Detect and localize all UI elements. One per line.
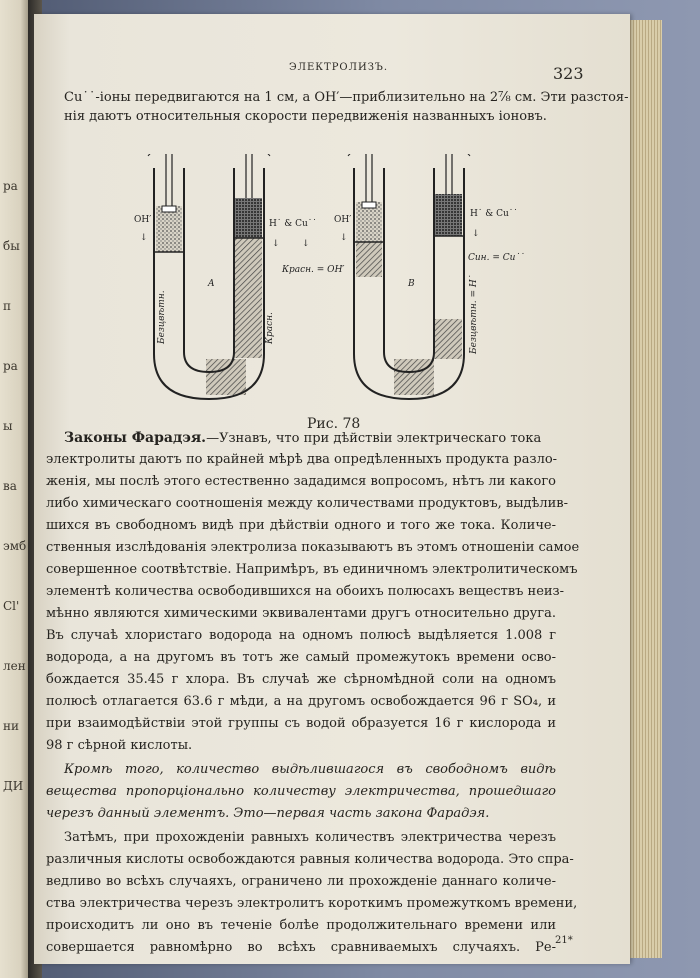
text-line: различныя кислоты освобождаются равныя количества водорода. Это спра- [46,852,574,867]
text-line: вещества пропорціонально количеству электричества, прошедшаго [46,784,556,799]
label-red-oh: Красн. = OH′ [282,265,345,275]
text-line: ства электричества черезъ электролитъ короткимъ промежуткомъ времени, [46,896,578,911]
page-number: 323 [553,64,584,83]
prev-page-fragment: ы [3,419,13,433]
text-line: Затѣмъ, при прохожденіи равныхъ количествъ электричества черезъ [64,830,556,845]
text-line: ственныя изслѣдованія электролиза показываютъ въ этомъ отношеніи самое [46,540,580,555]
tube-letter-b: B [408,279,415,289]
text-line: мѣнно являются химическими эквивалентами другъ относительно друга. [46,606,556,621]
text-line [64,430,554,446]
tube-a [134,154,317,399]
arrow-down-icon: ↓ [272,239,280,249]
arrow-down-icon: ↓ [340,233,348,243]
arrow-down-icon: ↓ [302,239,310,249]
text-line: совершенное соотвѣтствіе. Напримѣръ, въ единичномъ электролитическомъ [46,562,578,577]
text-line: Кромѣ того, количество выдѣлившагося въ свободномъ видѣ [64,762,556,777]
prev-page-fragment: лен [3,659,26,673]
text-line: либо химическаго соотношенія между количествами продуктовъ, выдѣлив- [46,496,569,511]
text-line: при взаимодѣйствіи этой группы съ водой образуется 16 г кислорода и [46,716,556,731]
text-line: бождается 35.45 г хлора. Въ случаѣ же сѣрномѣдной соли на одномъ [46,672,556,687]
side-label-colorless: Безцвѣтн. [157,290,167,344]
prev-page-fragment: ра [3,359,18,373]
tube-letter-a: A [208,279,215,289]
text-line: женія, мы послѣ этого естественно зададимся вопросомъ, нѣтъ ли какого [46,474,556,489]
prev-page-fragment: ни [3,719,19,733]
text-line: совершается равномѣрно во всѣхъ сравниваемыхъ случаяхъ. Ре- [46,940,556,955]
text-line: нія даютъ относительныя скорости передвиженія названныхъ іоновъ. [64,109,547,124]
u-tube-figure [134,154,534,414]
label-oh: OH′ [134,215,152,225]
prev-page-fragment: бы [3,239,20,253]
arrow-down-icon: ↓ [140,233,148,243]
label-oh: OH′ [334,215,352,225]
text-line: шихся въ свободномъ видѣ при дѣйствіи одного и того же тока. Количе- [46,518,556,533]
text-line: водорода, а на другомъ въ тотъ же самый промежутокъ времени осво- [46,650,556,665]
prev-page-fragment: ДИ [3,779,24,793]
label-h-cu: H˙ & Cu˙˙ [269,219,317,229]
text-line: 98 г сѣрной кислоты. [46,738,193,753]
section-heading: Законы Фарадэя. [64,430,207,446]
text-line: полюсѣ отлагается 63.6 г мѣди, а на другомъ освобождается 96 г SO₄, и [46,694,556,709]
text-line: черезъ данный элементъ. Это—первая часть закона Фарадэя. [46,806,490,821]
running-head: ЭЛЕКТРОЛИЗЪ. [289,62,389,73]
text-line: электролиты даютъ по крайней мѣрѣ два опредѣленныхъ продукта разло- [46,452,558,467]
text-line: Въ случаѣ хлористаго водорода на одномъ полюсѣ выдѣляется 1.008 г [46,628,556,643]
side-label-red: Красн. [265,312,275,344]
prev-page-fragment: ра [3,179,18,193]
text-line: элементѣ количества освободившихся на обоихъ полюсахъ веществъ неиз- [46,584,565,599]
prev-page-fragment: Cl' [3,599,20,613]
label-blue-cu: Син. = Cu˙˙ [468,253,525,263]
label-h-cu: H˙ & Cu˙˙ [470,209,518,219]
text-span: —Узнавъ, что при дѣйствіи электрическаго тока [206,431,542,446]
tube-b [281,154,524,399]
text-line: Cu˙˙-іоны передвигаются на 1 см, а OH′—приблизительно на 2⅞ см. Эти разстоя- [64,90,629,105]
side-label-colorless-h: Безцвѣтн. = H˙ [469,274,479,354]
arrow-down-icon: ↓ [472,229,480,239]
signature-mark: 21* [555,935,573,946]
prev-page-fragment: ва [3,479,17,493]
figure-caption: Рис. 78 [307,416,361,432]
text-line: происходитъ ли оно въ теченіе болѣе продолжительнаго времени или [46,918,556,933]
book-page [34,14,630,964]
text-line: ведливо во всѣхъ случаяхъ, ограничено ли прохожденіе даннаго количе- [46,874,556,889]
prev-page-fragment: п [3,299,11,313]
prev-page-fragment: эмб [3,539,27,553]
